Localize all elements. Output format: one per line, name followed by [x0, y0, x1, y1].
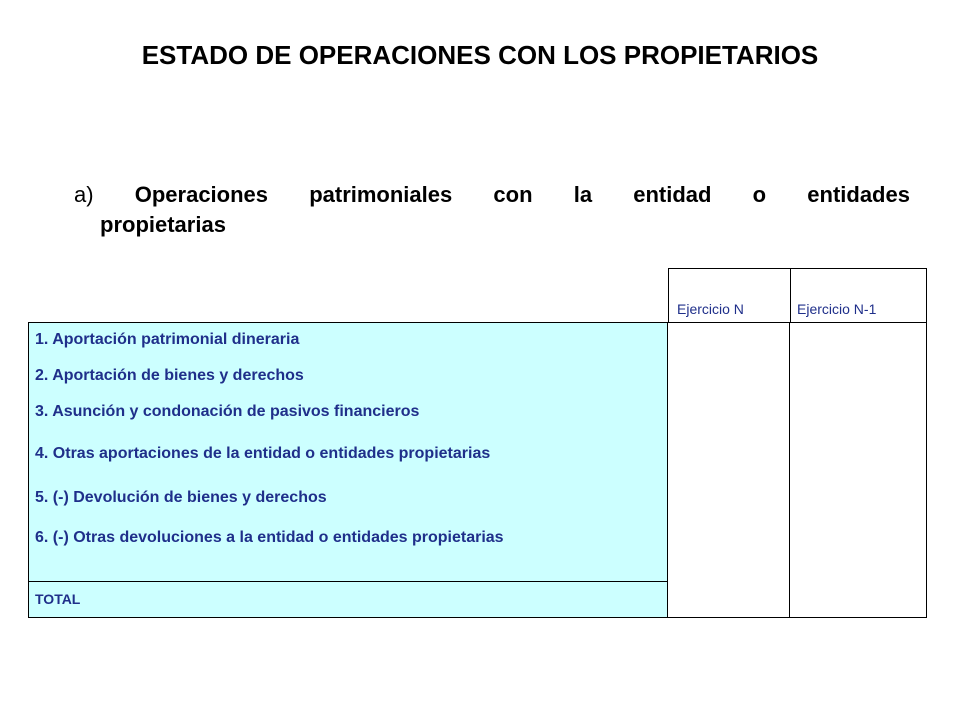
section-word: entidad: [633, 182, 712, 207]
values-column-ejercicio-n: [668, 322, 790, 618]
table-row: 4. Otras aportaciones de la entidad o entidades propietarias: [35, 445, 491, 462]
column-header-label: Ejercicio N-1: [797, 301, 877, 317]
concept-column: [28, 322, 668, 618]
page-title: ESTADO DE OPERACIONES CON LOS PROPIETARIOS: [141, 40, 819, 70]
section-heading-line2: propietarias: [100, 212, 226, 237]
table-row: 2. Aportación de bienes y derechos: [35, 367, 304, 384]
section-word: Operaciones: [134, 182, 269, 207]
operations-table: [28, 268, 926, 618]
section-word: entidades: [807, 182, 910, 207]
section-word: con: [493, 182, 533, 207]
total-divider: [29, 581, 667, 582]
table-row: 3. Asunción y condonación de pasivos financieros: [35, 403, 420, 420]
column-header-ejercicio-n-1: [790, 268, 927, 322]
table-row: 6. (-) Otras devoluciones a la entidad o entidades propietarias: [35, 529, 504, 546]
table-row: 1. Aportación patrimonial dineraria: [35, 331, 300, 348]
section-marker: a): [74, 182, 94, 207]
table-row: 5. (-) Devolución de bienes y derechos: [35, 489, 327, 506]
section-word: la: [573, 182, 593, 207]
column-header-ejercicio-n: [668, 268, 790, 322]
values-column-ejercicio-n-1: [790, 322, 927, 618]
column-header-label: Ejercicio N: [677, 301, 744, 317]
section-heading-line1: [74, 180, 910, 210]
section-word: patrimoniales: [309, 182, 453, 207]
total-row-label: TOTAL: [35, 591, 81, 607]
section-word: o: [752, 182, 767, 207]
section-heading: [74, 180, 910, 240]
